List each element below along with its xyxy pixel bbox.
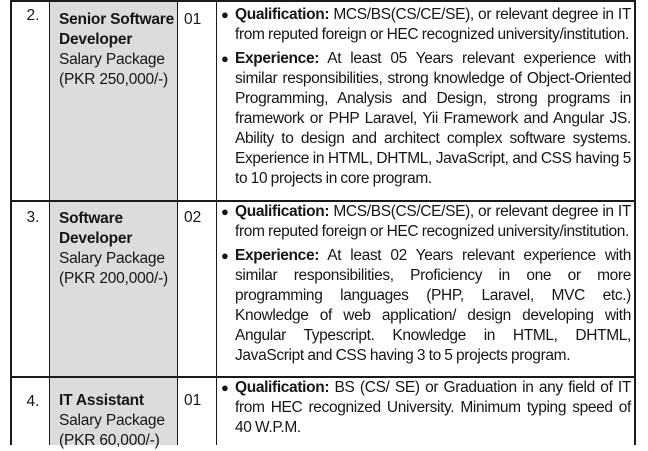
bullet-icon: ● [221,7,229,22]
row-divider [10,0,636,2]
vacancy-count: 01 [184,11,202,28]
job-title-line: Developer [59,31,133,48]
row-number: 2. [26,7,40,24]
table-border-right [634,0,636,445]
experience-item [221,246,631,366]
qualification-label: Qualification: [235,379,330,396]
qualification-item [221,5,631,45]
salary-label: Salary Package [59,51,165,68]
qualification-item [221,378,631,438]
qualification-text: MCS/BS(CS/CE/SE), or relevant degree in IT from reputed foreign or HEC recognized university/institution. [235,6,631,43]
job-title-cell [59,10,174,90]
experience-label: Experience: [235,50,320,67]
salary-amount: (PKR 60,000/-) [59,432,160,449]
salary-amount: (PKR 250,000/-) [59,71,168,88]
job-title-line: IT Assistant [59,392,144,409]
job-title-line: Software [59,210,123,227]
salary-label: Salary Package [59,412,165,429]
experience-text: At least 05 Years relevant experience with similar responsibilities, strong knowledge of Object-Oriented Programming, Analysis and Design, strong programs in framework or PHP Laravel, Yii Framework and Angular JS. Ability to design and architect complex software systems. Experience in HTML, DHTML, JavaScript, and CSS having 5 to 10 projects in core program. [235,50,631,187]
column-divider [177,0,178,445]
experience-label: Experience: [235,247,320,264]
requirements-cell [221,5,631,193]
salary-amount: (PKR 200,000/-) [59,270,168,287]
row-number: 4. [26,393,40,410]
vacancy-count: 02 [184,209,202,226]
column-divider [49,0,50,445]
qualification-label: Qualification: [235,6,330,23]
job-title-cell [59,391,174,451]
job-title-line: Senior Software [59,11,174,28]
experience-item [221,49,631,189]
bullet-icon: ● [221,380,229,395]
requirements-cell [221,378,631,442]
qualification-label: Qualification: [235,203,330,220]
qualification-item [221,202,631,242]
qualification-text: MCS/BS(CS/CE/SE), or relevant degree in IT from reputed foreign or HEC recognized university/institution. [235,203,631,240]
requirements-cell [221,202,631,370]
bullet-icon: ● [221,51,229,66]
bullet-icon: ● [221,248,229,263]
job-title-cell [59,209,174,289]
row-number: 3. [26,209,40,226]
job-title-line: Developer [59,230,133,247]
salary-label: Salary Package [59,250,165,267]
experience-text: At least 02 Years relevant experience with similar responsibilities, Proficiency in one or more programming languages (PHP, Laravel, MVC etc.) Knowledge of web application/ design developing with Angular Typescript. Knowledge in HTML, DHTML, JavaScript and CSS having 3 to 5 projects program. [235,247,631,364]
table-border-left [10,0,12,445]
vacancy-count: 01 [184,392,202,409]
qualification-text: BS (CS/ SE) or Graduation in any field of IT from HEC recognized University. Minimum typing speed of 40 W.P.M. [235,379,631,436]
bullet-icon: ● [221,204,229,219]
